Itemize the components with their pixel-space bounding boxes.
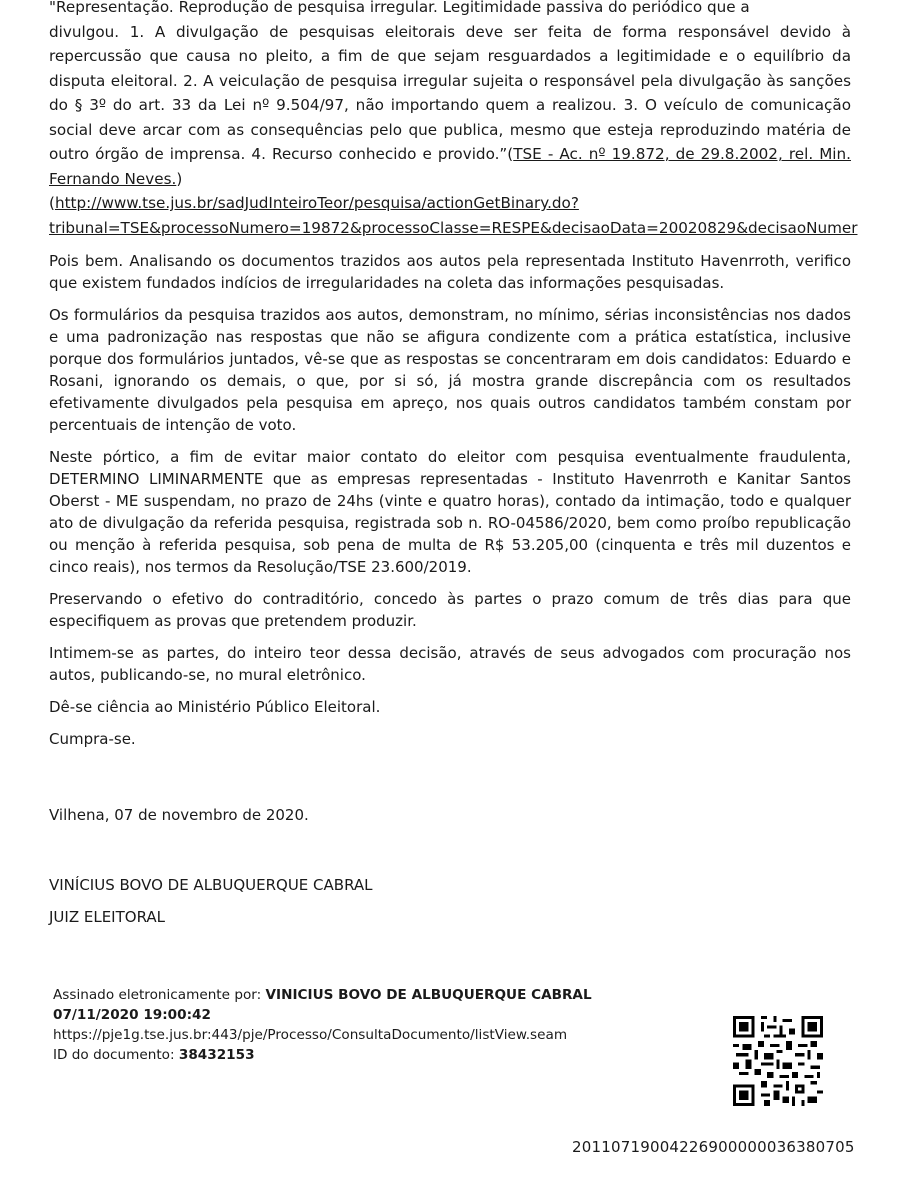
signed-by-line: Assinado eletronicamente por: VINICIUS BOVO DE ALBUQUERQUE CABRAL (53, 987, 592, 1003)
jurisprudence-url-line2[interactable]: tribunal=TSE&processoNumero=19872&processoClasse=RESPE&decisaoData=20020829&decisaoNumer (49, 218, 858, 237)
paragraph-determination: Neste pórtico, a fim de evitar maior contato do eleitor com pesquisa eventualmente fraudulenta, DETERMINO LIMINARMENTE que as empresas representadas - Instituto Havenrroth e Kanitar Santos Oberst - ME suspendam, no prazo de 24hs (vinte e quatro horas), contado da intimação, todo e qualquer ato de divulgação da referida pesquisa, registrada sob n. RO-04586/2020, bem como proíbo republicação ou menção à referida pesquisa, sob pena de multa de R$ 53.205,00 (cinquenta e três mil duzentos e cinco reais), nos termos da Resolução/TSE 23.600/2019. (49, 448, 851, 576)
place-date: Vilhena, 07 de novembro de 2020. (49, 806, 309, 824)
citation-link[interactable]: TSE - Ac. nº 19.872, de 29.8.2002, rel. Min. Fernando Neves. (49, 145, 851, 188)
qr-code-icon (733, 1016, 823, 1106)
document-id-line: ID do documento: 38432153 (53, 1047, 255, 1063)
paragraph-contradictory: Preservando o efetivo do contraditório, concedo às partes o prazo comum de três dias para que especifiquem as provas que pretendem produzir. (49, 590, 851, 630)
document-body (49, 0, 858, 938)
signature-datetime: 07/11/2020 19:00:42 (53, 1007, 211, 1023)
signer-name: VINICIUS BOVO DE ALBUQUERQUE CABRAL (265, 987, 592, 1003)
verification-url[interactable]: https://pje1g.tse.jus.br:443/pje/Processo/ConsultaDocumento/listView.seam (53, 1027, 568, 1043)
document-number: 20110719004226900000036380705 (572, 1138, 855, 1156)
document-id: 38432153 (178, 1047, 255, 1063)
paragraph-intimation: Intimem-se as partes, do inteiro teor dessa decisão, através de seus advogados com procuração nos autos, publicando-se, no mural eletrônico. (49, 644, 851, 684)
quote-body: divulgou. 1. A divulgação de pesquisas eleitorais deve ser feita de forma responsável devido à repercussão que causa no pleito, a fim de que sejam resguardados a legitimidade e o equilíbrio da disputa eleitoral. 2. A veiculação de pesquisa irregular sujeita o responsável pela divulgação às sanções do § 3º do art. 33 da Lei nº 9.504/97, não importando quem a realizou. 3. O veículo de comunicação social deve arcar com as consequências pelo que publica, mesmo que esteja reproduzindo matéria de outro órgão de imprensa. 4. Recurso conhecido e provido.” (49, 22, 851, 163)
electronic-signature-block (53, 985, 653, 1065)
paragraph-closing: Cumpra-se. (49, 730, 136, 748)
paragraph-forms: Os formulários da pesquisa trazidos aos autos, demonstram, no mínimo, sérias inconsistências nos dados e uma padronização nas respostas que não se afigura condizente com a prática estatística, inclusive porque dos formulários juntados, vê-se que as respostas se concentraram em dois candidatos: Eduardo e Rosani, ignorando os demais, o que, por si só, já mostra grande discrepância com os resultados efetivamente divulgados pela pesquisa em apreço, nos quais outros candidatos também constam por percentuais de intenção de voto. (49, 306, 851, 434)
judge-title: JUIZ ELEITORAL (49, 908, 166, 926)
quote-first-line: "Representação. Reprodução de pesquisa irregular. Legitimidade passiva do periódico que a (49, 0, 750, 16)
jurisprudence-url-line1[interactable]: http://www.tse.jus.br/sadJudInteiroTeor/pesquisa/actionGetBinary.do? (54, 194, 579, 212)
paragraph-analysis: Pois bem. Analisando os documentos trazidos aos autos pela representada Instituto Havenrroth, verifico que existem fundados indícios de irregularidades na coleta das informações pesquisadas. (49, 252, 851, 292)
jurisprudence-quote: "Representação. Reprodução de pesquisa irregular. Legitimidade passiva do periódico que a divulgou. 1. A divulgação de pesquisas eleitorais deve ser feita de forma responsável devido à repercussão que causa no pleito, a fim de que sejam resguardados a legitimidade e o equilíbrio da disputa eleitoral. 2. A veiculação de pesquisa irregular sujeita o responsável pela divulgação às sanções do § 3º do art. 33 da Lei nº 9.504/97, não importando quem a realizou. 3. O veículo de comunicação social deve arcar com as consequências pelo que publica, mesmo que esteja reproduzindo matéria de outro órgão de imprensa. 4. Recurso conhecido e provido.”(TSE - Ac. nº 19.872, de 29.8.2002, rel. Min. Fernando Neves.) (http://www.tse.jus.br/sadJudInteiroTeor/pesquisa/actionGetBinary.do? tribunal=TSE&processoNumero=19872&processoClasse=RESPE&decisaoData=20020829&decisaoNumer (49, 0, 851, 240)
judge-name: VINÍCIUS BOVO DE ALBUQUERQUE CABRAL (49, 876, 373, 894)
paragraph-ministry: Dê-se ciência ao Ministério Público Eleitoral. (49, 698, 381, 716)
